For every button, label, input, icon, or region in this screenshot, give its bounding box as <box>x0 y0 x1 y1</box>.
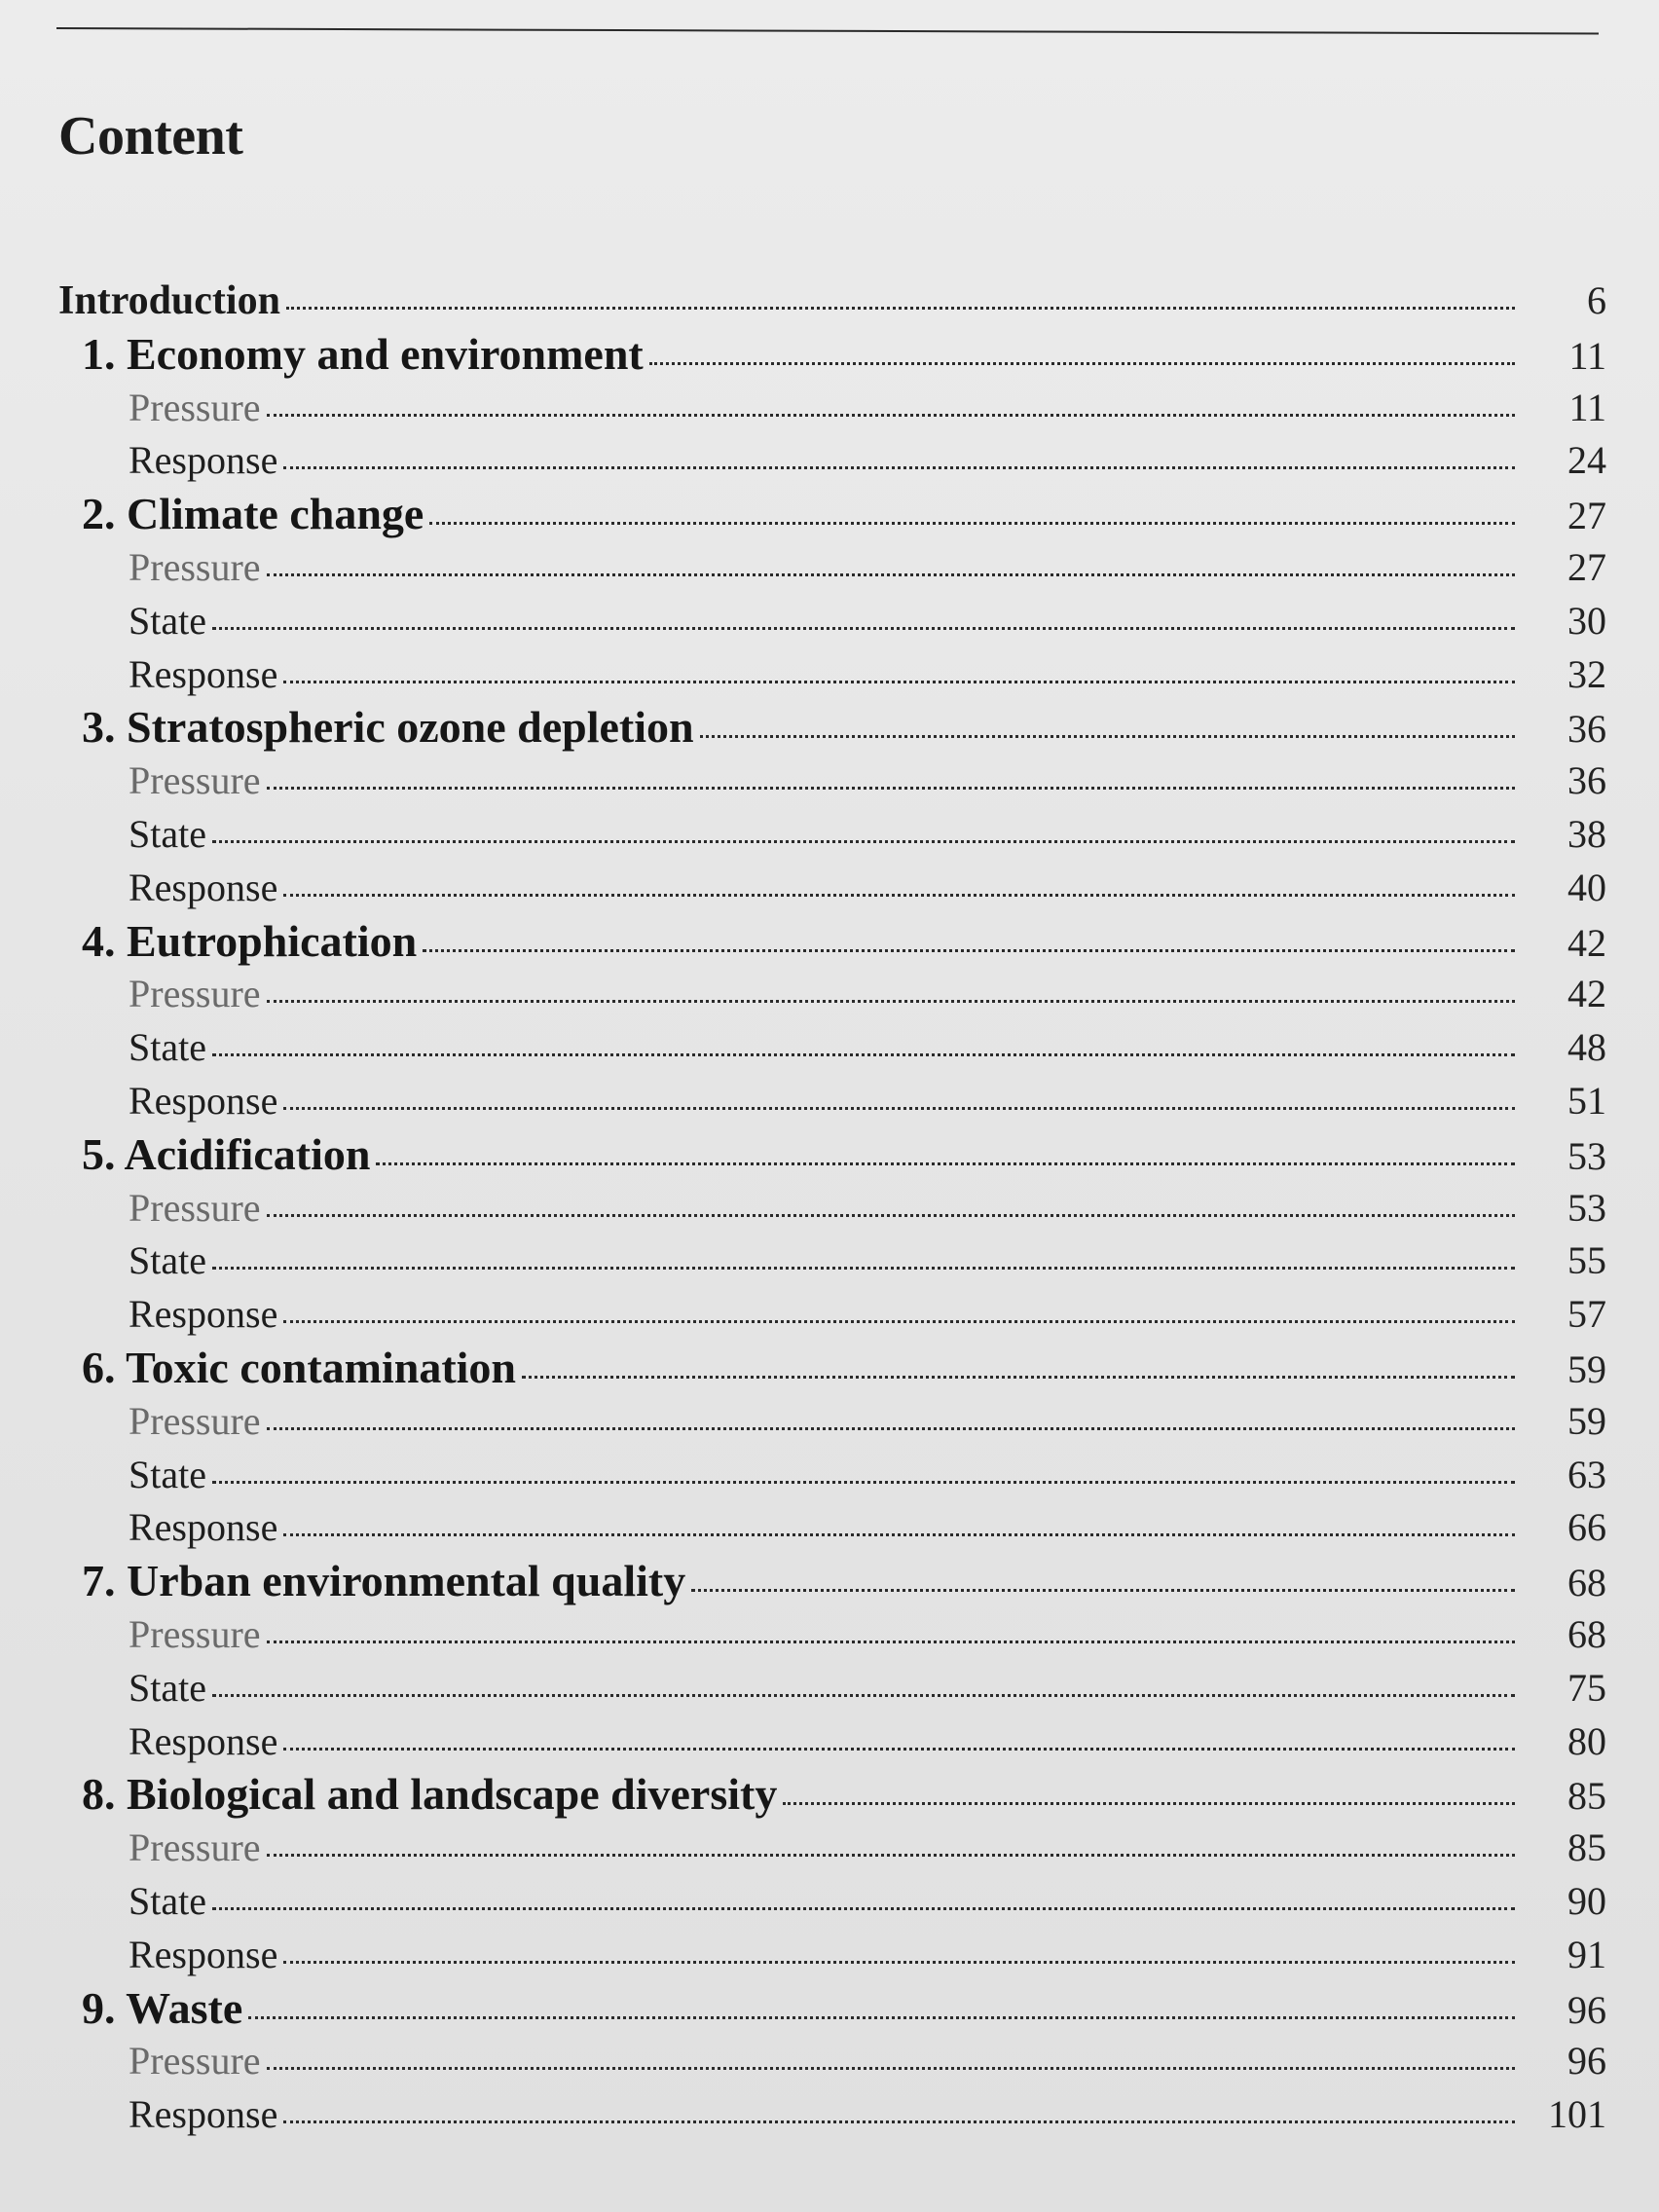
toc-subsection-entry[interactable] <box>58 808 1606 862</box>
toc-chapter-entry[interactable] <box>58 1342 1606 1395</box>
toc-page-number: 59 <box>1567 1398 1606 1443</box>
toc-page-number: 40 <box>1567 865 1606 909</box>
toc-subsection-entry[interactable] <box>58 862 1606 915</box>
dot-leader <box>376 1162 1515 1165</box>
dot-leader <box>522 1376 1515 1379</box>
toc-entry-title: Response <box>129 651 278 696</box>
toc-page-number: 57 <box>1567 1292 1606 1337</box>
toc-page-number: 66 <box>1567 1505 1606 1550</box>
toc-page-number: 85 <box>1567 1825 1606 1870</box>
table-of-contents <box>58 275 1606 2142</box>
toc-subsection-entry[interactable] <box>58 1875 1606 1929</box>
dot-leader <box>286 307 1515 310</box>
toc-page-number: 11 <box>1568 333 1606 378</box>
dot-leader <box>649 362 1515 365</box>
toc-subsection-entry[interactable] <box>58 1288 1606 1342</box>
toc-chapter-entry[interactable] <box>58 1128 1606 1182</box>
toc-entry-title: 7. Urban environmental quality <box>82 1556 686 1606</box>
toc-entry-title: Response <box>129 1932 278 1976</box>
toc-chapter-entry[interactable] <box>58 328 1606 382</box>
toc-entry-title: State <box>129 1238 206 1283</box>
toc-subsection-entry[interactable] <box>58 1235 1606 1288</box>
toc-subsection-entry[interactable] <box>58 755 1606 808</box>
toc-page-number: 91 <box>1567 1932 1606 1976</box>
toc-chapter-entry[interactable] <box>58 701 1606 755</box>
toc-page-number: 32 <box>1567 651 1606 696</box>
toc-entry-title: Response <box>129 2092 278 2137</box>
toc-page-number: 24 <box>1567 438 1606 483</box>
toc-page-number: 59 <box>1567 1346 1606 1391</box>
toc-page-number: 51 <box>1567 1078 1606 1123</box>
dot-leader <box>267 787 1515 790</box>
toc-subsection-entry[interactable] <box>58 1021 1606 1075</box>
dot-leader <box>423 949 1515 952</box>
dot-leader <box>267 573 1515 576</box>
toc-entry-title: Pressure <box>129 758 261 803</box>
dot-leader <box>267 1854 1515 1857</box>
dot-leader <box>267 414 1515 417</box>
toc-subsection-entry[interactable] <box>58 541 1606 595</box>
dot-leader <box>783 1802 1515 1805</box>
toc-page-number: 11 <box>1568 385 1606 429</box>
toc-subsection-entry[interactable] <box>58 1715 1606 1769</box>
toc-subsection-entry[interactable] <box>58 1501 1606 1555</box>
toc-entry-title: Pressure <box>129 1825 261 1870</box>
toc-page-number: 27 <box>1567 544 1606 589</box>
toc-entry-title: Response <box>129 1718 278 1763</box>
dot-leader <box>212 1907 1515 1910</box>
toc-entry-title: Pressure <box>129 2039 261 2083</box>
toc-entry-title: Response <box>129 865 278 909</box>
toc-page-number: 36 <box>1567 758 1606 803</box>
toc-subsection-entry[interactable] <box>58 2035 1606 2088</box>
toc-entry-title: State <box>129 811 206 856</box>
dot-leader <box>283 2120 1515 2123</box>
toc-subsection-entry[interactable] <box>58 968 1606 1021</box>
dot-leader <box>212 1267 1515 1270</box>
dot-leader <box>212 840 1515 843</box>
dot-leader <box>283 1748 1515 1751</box>
toc-subsection-entry[interactable] <box>58 1929 1606 1982</box>
toc-intro-entry[interactable] <box>58 275 1606 328</box>
dot-leader <box>429 522 1515 525</box>
toc-entry-title: 8. Biological and landscape diversity <box>82 1769 778 1820</box>
dot-leader <box>700 735 1515 738</box>
toc-page-number: 68 <box>1567 1611 1606 1656</box>
toc-page-number: 80 <box>1567 1718 1606 1763</box>
toc-entry-title: Response <box>129 438 278 483</box>
dot-leader <box>283 1320 1515 1323</box>
toc-page-number: 63 <box>1567 1452 1606 1496</box>
toc-page-number: 30 <box>1567 598 1606 643</box>
toc-page-number: 53 <box>1567 1133 1606 1178</box>
toc-page-number: 36 <box>1567 707 1606 752</box>
dot-leader <box>283 681 1515 683</box>
toc-chapter-entry[interactable] <box>58 488 1606 541</box>
toc-page-number: 42 <box>1567 920 1606 965</box>
toc-page-number: 53 <box>1567 1185 1606 1230</box>
toc-page-number: 42 <box>1567 972 1606 1016</box>
toc-page-number: 68 <box>1567 1561 1606 1605</box>
dot-leader <box>267 1641 1515 1643</box>
toc-entry-title: 9. Waste <box>82 1982 243 2033</box>
toc-entry-title: 3. Stratospheric ozone depletion <box>82 702 694 753</box>
toc-entry-title: State <box>129 1878 206 1923</box>
toc-page-number: 38 <box>1567 811 1606 856</box>
toc-subsection-entry[interactable] <box>58 1182 1606 1235</box>
toc-subsection-entry[interactable] <box>58 595 1606 648</box>
toc-chapter-entry[interactable] <box>58 1982 1606 2036</box>
toc-entry-title: 5. Acidification <box>82 1128 371 1179</box>
toc-entry-title: 1. Economy and environment <box>82 328 644 379</box>
toc-entry-title: Response <box>129 1505 278 1550</box>
toc-page-number: 55 <box>1567 1238 1606 1283</box>
toc-entry-title: 2. Climate change <box>82 489 424 539</box>
dot-leader <box>248 2016 1515 2019</box>
toc-entry-title: Introduction <box>58 278 280 323</box>
dot-leader <box>691 1589 1515 1592</box>
dot-leader <box>212 1053 1515 1056</box>
toc-subsection-entry[interactable] <box>58 1395 1606 1449</box>
dot-leader <box>283 1107 1515 1110</box>
dot-leader <box>212 1481 1515 1484</box>
toc-entry-title: State <box>129 1665 206 1710</box>
toc-page-number: 85 <box>1567 1774 1606 1819</box>
toc-subsection-entry[interactable] <box>58 1822 1606 1875</box>
toc-entry-title: Pressure <box>129 1398 261 1443</box>
toc-page-number: 101 <box>1548 2092 1606 2137</box>
dot-leader <box>267 1427 1515 1430</box>
toc-entry-title: Response <box>129 1078 278 1123</box>
toc-subsection-entry[interactable] <box>58 434 1606 488</box>
toc-chapter-entry[interactable] <box>58 1768 1606 1822</box>
toc-page-number: 96 <box>1567 2039 1606 2083</box>
top-rule <box>56 27 1599 35</box>
dot-leader <box>212 627 1515 630</box>
toc-page-number: 96 <box>1567 1987 1606 2032</box>
toc-entry-title: Pressure <box>129 385 261 429</box>
toc-page-number: 90 <box>1567 1878 1606 1923</box>
dot-leader <box>267 1214 1515 1217</box>
toc-entry-title: Response <box>129 1292 278 1337</box>
toc-entry-title: 6. Toxic contamination <box>82 1342 517 1392</box>
toc-entry-title: Pressure <box>129 972 261 1016</box>
toc-page-number: 75 <box>1567 1665 1606 1710</box>
toc-entry-title: Pressure <box>129 1611 261 1656</box>
toc-chapter-entry[interactable] <box>58 915 1606 969</box>
toc-entry-title: Pressure <box>129 544 261 589</box>
toc-subsection-entry[interactable] <box>58 648 1606 702</box>
toc-page-number: 6 <box>1587 278 1606 322</box>
toc-entry-title: State <box>129 1025 206 1070</box>
toc-page-number: 27 <box>1567 494 1606 538</box>
toc-entry-title: 4. Eutrophication <box>82 915 418 966</box>
dot-leader <box>267 1000 1515 1003</box>
toc-page-number: 48 <box>1567 1025 1606 1070</box>
toc-subsection-entry[interactable] <box>58 382 1606 435</box>
toc-entry-title: State <box>129 1452 206 1496</box>
toc-entry-title: Pressure <box>129 1185 261 1230</box>
toc-chapter-entry[interactable] <box>58 1555 1606 1608</box>
dot-leader <box>283 894 1515 897</box>
dot-leader <box>267 2067 1515 2070</box>
toc-subsection-entry[interactable] <box>58 1608 1606 1662</box>
dot-leader <box>283 1533 1515 1536</box>
toc-subsection-entry[interactable] <box>58 1075 1606 1128</box>
dot-leader <box>212 1694 1515 1697</box>
dot-leader <box>283 1961 1515 1964</box>
toc-subsection-entry[interactable] <box>58 1449 1606 1502</box>
toc-subsection-entry[interactable] <box>58 2088 1606 2142</box>
toc-subsection-entry[interactable] <box>58 1662 1606 1715</box>
dot-leader <box>283 466 1515 469</box>
toc-entry-title: State <box>129 598 206 643</box>
page-title: Content <box>58 106 243 166</box>
